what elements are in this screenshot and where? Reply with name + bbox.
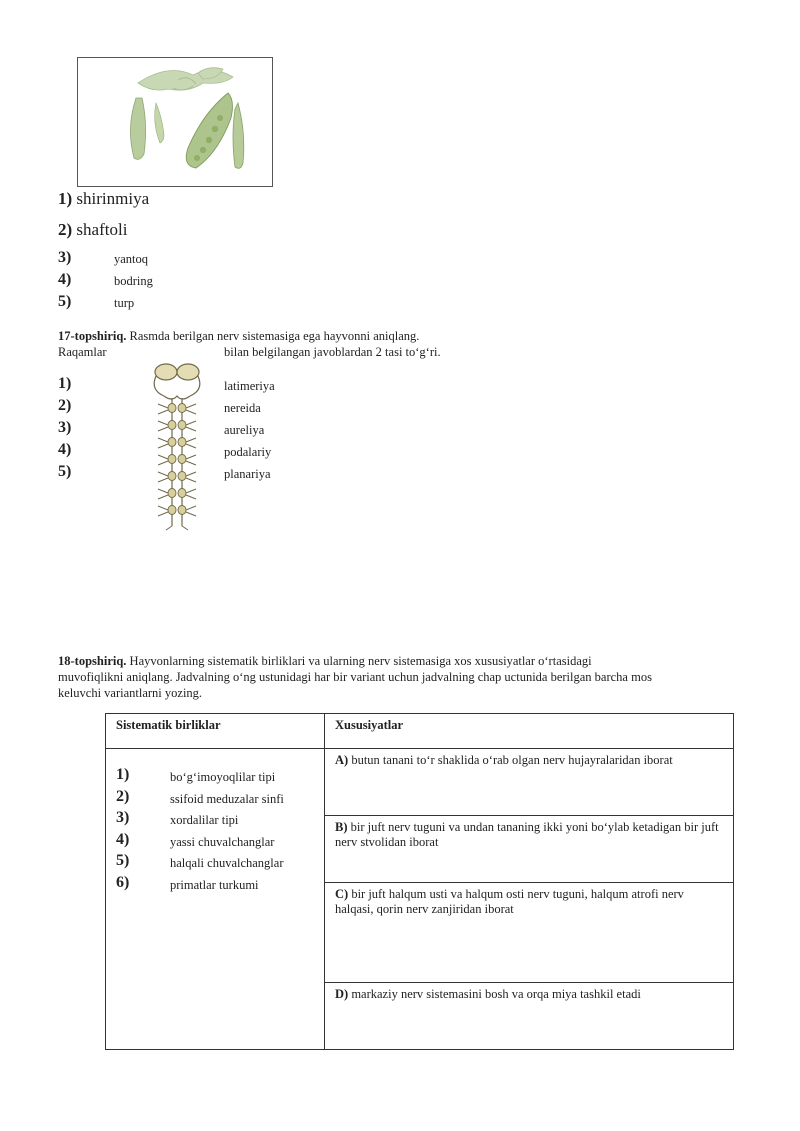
q17-option-3-text: aureliya [224, 423, 265, 437]
feature-a-cell [325, 749, 734, 816]
q17-prompt-line-1 [58, 328, 419, 344]
q18-prompt-line-1 [58, 653, 758, 669]
q17-option-2-text: nereida [224, 401, 261, 415]
q16-option-5-number: 5) [58, 293, 72, 310]
feature-text: markaziy nerv sistemasini bosh va orqa miya tashkil etadi [348, 987, 641, 1001]
item-text: xordalilar tipi [170, 813, 239, 827]
feature-letter: D) [335, 987, 349, 1001]
list-item [116, 853, 314, 875]
q17-option-1-text: latimeriya [224, 379, 275, 393]
list-item [116, 810, 314, 832]
q16-option-3-text: yantoq [114, 252, 149, 266]
q18-prompt-line-3: keluvchi variantlarni yozing. [58, 686, 203, 700]
item-text: ssifoid meduzalar sinfi [170, 791, 284, 806]
q18-line1: Hayvonlarning sistematik birliklari va ularning nerv sistemasiga xos xususiyatlar o‘rtasidagi [126, 654, 592, 668]
q17-prompt-line-2b: bilan belgilangan javoblardan 2 tasi to‘g‘ri. [224, 345, 441, 359]
q17-option-1-number: 1) [58, 375, 72, 392]
item-text: primatlar turkumi [170, 877, 259, 892]
item-text: halqali chuvalchanglar [170, 856, 284, 870]
q17-option-5-number: 5) [58, 463, 72, 480]
q16-option-3-number: 3) [58, 249, 72, 266]
q16-option-1 [58, 189, 149, 209]
q17-option-4-number: 4) [58, 441, 72, 458]
list-item [116, 875, 314, 897]
option-text: shirinmiya [76, 189, 150, 208]
q16-option-4-number: 4) [58, 271, 72, 288]
pea-plant-image [77, 57, 273, 187]
feature-b-cell [325, 816, 734, 883]
item-number: 3) [116, 809, 130, 826]
q16-option-4-text: bodring [114, 274, 153, 288]
q17-label: 17-topshiriq. [58, 329, 127, 343]
list-item [116, 832, 314, 854]
q17-prompt-line-2a: Raqamlar [58, 345, 107, 359]
matching-table [105, 713, 734, 1050]
feature-text: butun tanani to‘r shaklida o‘rab olgan nerv hujayralaridan iborat [348, 753, 673, 767]
q17-option-5-text: planariya [224, 467, 271, 481]
q17-option-2-number: 2) [58, 397, 72, 414]
q17-option-3-number: 3) [58, 419, 72, 436]
item-number: 4) [116, 830, 130, 848]
feature-text: bir juft halqum usti va halqum osti nerv tuguni, halqum atrofi nerv halqasi, qorin nerv zanjiridan iborat [335, 887, 684, 916]
feature-letter: C) [335, 887, 349, 901]
q17-option-4-text: podalariy [224, 445, 272, 459]
table-header-left [106, 714, 325, 749]
option-number: 1) [58, 189, 73, 208]
pea-pod-illustration [78, 58, 272, 186]
q16-option-5-text: turp [114, 296, 135, 310]
feature-letter: A) [335, 753, 349, 767]
q18-prompt [58, 653, 758, 701]
header-left-text: Sistematik birliklar [116, 718, 221, 732]
item-number: 2) [116, 787, 130, 805]
item-text: yassi chuvalchanglar [170, 834, 275, 849]
option-number: 2) [58, 220, 73, 239]
q18-label: 18-topshiriq. [58, 654, 127, 668]
table-header-right [325, 714, 734, 749]
q17-line1: Rasmda berilgan nerv sistemasiga ega hayvonni aniqlang. [126, 329, 420, 343]
item-number: 5) [116, 852, 130, 869]
feature-letter: B) [335, 820, 348, 834]
list-item [116, 789, 314, 811]
item-number: 6) [116, 873, 130, 891]
item-number: 1) [116, 766, 130, 783]
feature-d-cell [325, 983, 734, 1050]
feature-text: bir juft nerv tuguni va undan tananing ikki yoni bo‘ylab ketadigan bir juft nerv stvolidan iborat [335, 820, 719, 849]
left-items-cell [106, 749, 325, 1050]
item-text: bo‘g‘imoyoqlilar tipi [170, 770, 276, 784]
ladder-nervous-system-image [148, 358, 206, 533]
nerve-ladder-illustration [148, 358, 206, 533]
header-right-text: Xususiyatlar [335, 718, 404, 732]
q16-option-2 [58, 220, 127, 240]
q18-prompt-line-2: muvofiqlikni aniqlang. Jadvalning o‘ng ustunidagi har bir variant uchun jadvalning chap uctunida berilgan barcha mos [58, 670, 652, 684]
feature-c-cell [325, 883, 734, 983]
list-item [116, 767, 314, 789]
option-text: shaftoli [76, 220, 128, 239]
